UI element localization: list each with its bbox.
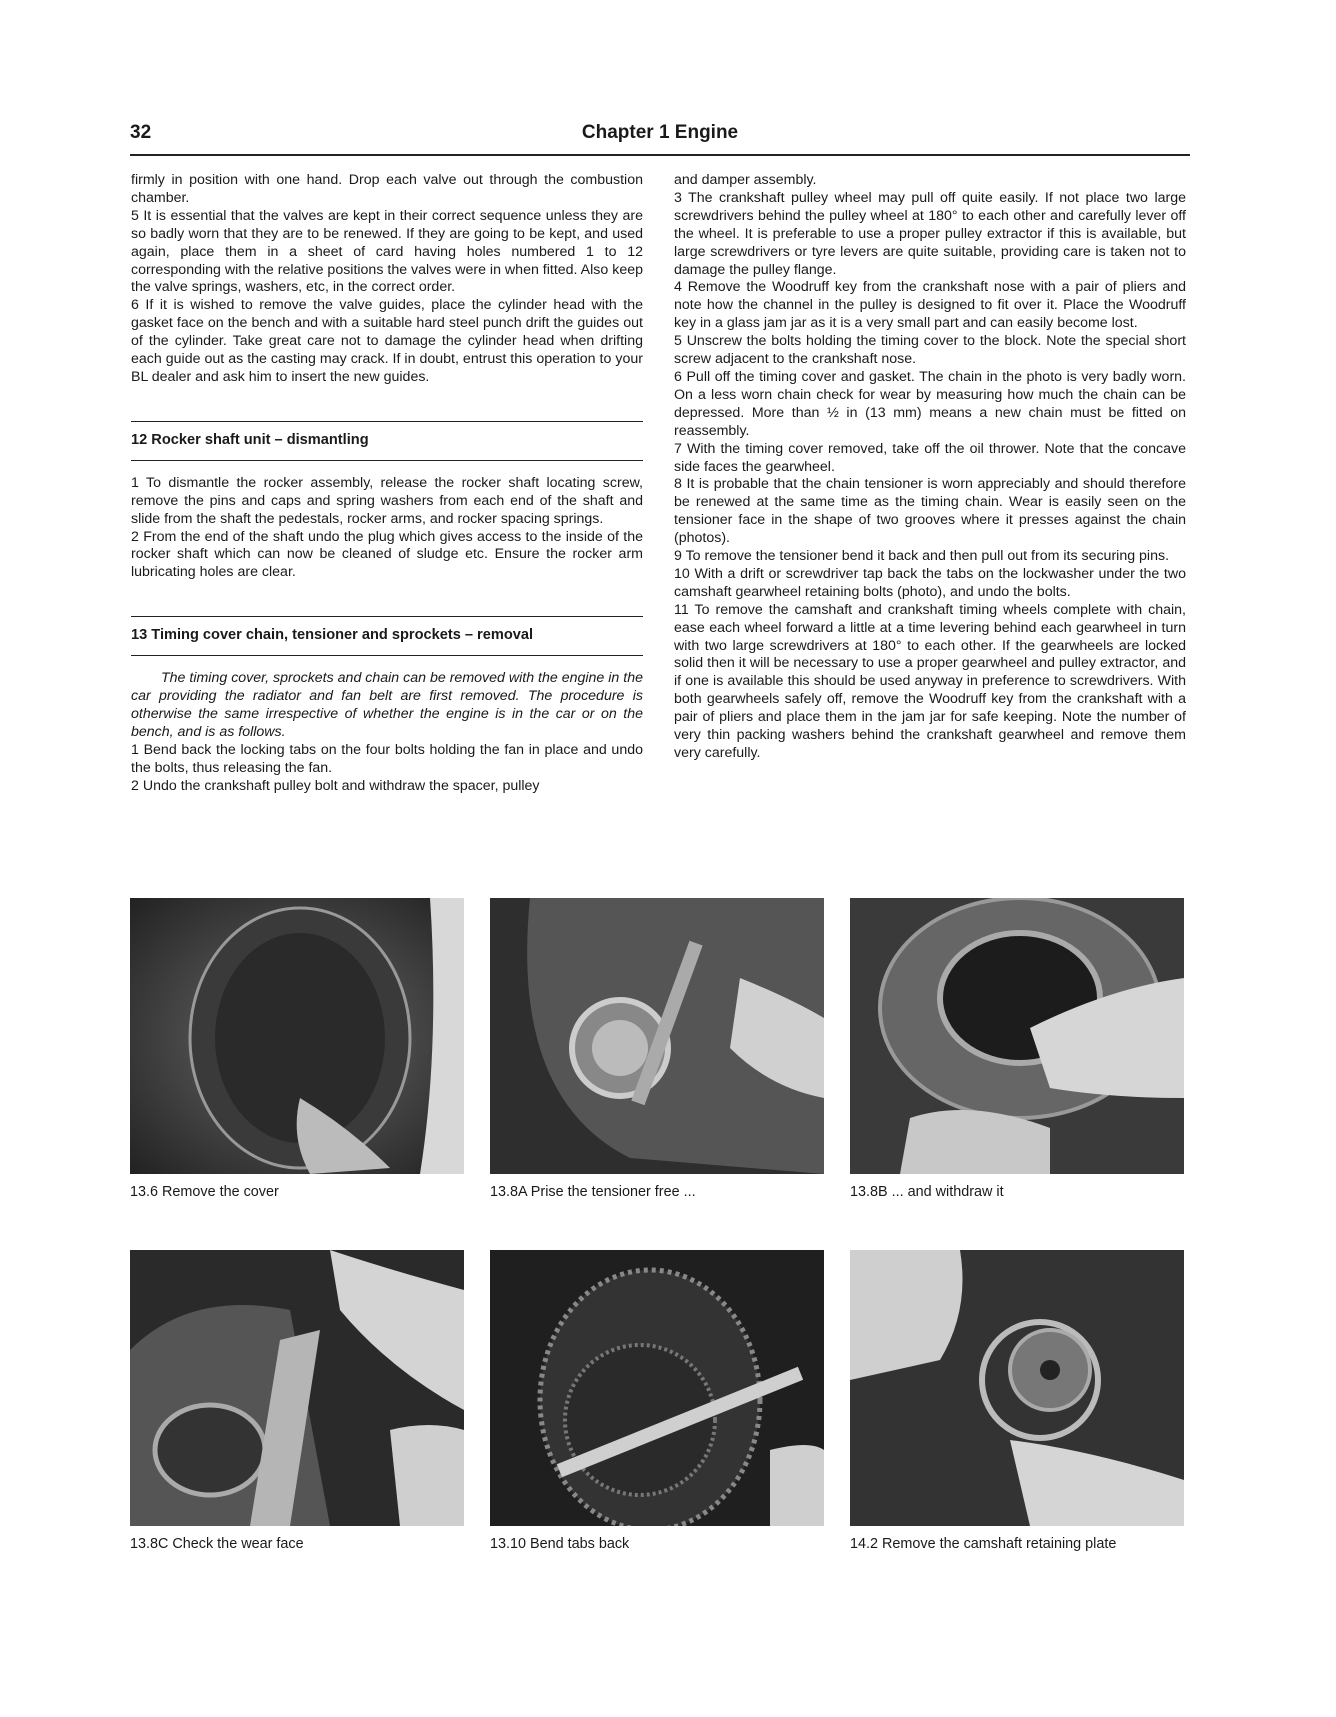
photo-caption: 14.2 Remove the camshaft retaining plate: [850, 1536, 1117, 1552]
paragraph: 2 From the end of the shaft undo the plug which gives access to the inside of the rocker shaft which can now be cleaned of sludge etc. Ensure the rocker arm lubricating holes are clear.: [131, 528, 643, 581]
photo-caption: 13.10 Bend tabs back: [490, 1536, 630, 1552]
intro-paragraph: The timing cover, sprockets and chain can be removed with the engine in the car providing the radiator and fan belt are first removed. The procedure is otherwise the same irrespective of whether the engine is in the car or on the bench, and is as follows.: [131, 670, 643, 740]
paragraph: 11 To remove the camshaft and crankshaft timing wheels complete with chain, ease each wheel forward a little at a time levering behind each gearwheel in turn with two large screwdrivers at 180° to each other. If the gearwheels are locked solid then it will be necessary to use a proper gearwheel and pulley extractor, and if one is available this should be used anyway in preference to screwdrivers. With both gearwheels safely off, remove the Woodruff key from the crankshaft with a pair of pliers and place them in the jam jar for safe keeping. Note the number of very thin packing washers behind the crankshaft gearwheel and remove them very carefully.: [674, 601, 1186, 761]
photo-remove-cover: [130, 898, 464, 1174]
paragraph: firmly in position with one hand. Drop each valve out through the combustion chamber.: [131, 172, 643, 206]
paragraph: 1 To dismantle the rocker assembly, release the rocker shaft locating screw, remove the pins and caps and spring washers from each end of the shaft and slide from the shaft the pedestals, rocker arms, and rocker spacing springs.: [131, 474, 643, 527]
page-number: 32: [130, 122, 152, 143]
paragraph: 6 Pull off the timing cover and gasket. The chain in the photo is very badly worn. On a less worn chain check for wear by measuring how much the chain can be depressed. More than ½ in (13 mm) means a new chain must be fitted on reassembly.: [674, 368, 1186, 439]
page-header: [130, 118, 1190, 156]
section-heading-13: 13 Timing cover chain, tensioner and sprockets – removal: [131, 616, 643, 656]
paragraph: 1 Bend back the locking tabs on the four bolts holding the fan in place and undo the bolts, thus releasing the fan.: [131, 741, 643, 776]
photo-caption: 13.8C Check the wear face: [130, 1536, 304, 1552]
paragraph: 7 With the timing cover removed, take off the oil thrower. Note that the concave side faces the gearwheel.: [674, 440, 1186, 475]
chapter-title: Chapter 1 Engine: [581, 122, 739, 143]
photo-check-wear-face: [130, 1250, 464, 1526]
paragraph: 4 Remove the Woodruff key from the crankshaft nose with a pair of pliers and note how the channel in the pulley is designed to fit over it. Place the Woodruff key in a glass jam jar as it is a very small part and can easily become lost.: [674, 279, 1186, 332]
paragraph: 5 It is essential that the valves are kept in their correct sequence unless they are so badly worn that they are to be renewed. If they are going to be kept, and used again, place them in a sheet of card having holes numbered 1 to 12 corresponding with the relative positions the valves were in when fitted. Also keep the valve springs, washers, etc, in the correct order.: [131, 207, 643, 296]
photo-withdraw-tensioner: [850, 898, 1184, 1174]
paragraph: 5 Unscrew the bolts holding the timing cover to the block. Note the special short screw adjacent to the crankshaft nose.: [674, 333, 1186, 368]
photo-caption: 13.6 Remove the cover: [130, 1184, 279, 1200]
paragraph: 8 It is probable that the chain tensioner is worn appreciably and should therefore be renewed at the same time as the timing chain. Wear is easily seen on the tensioner face in the shape of two grooves where it presses against the chain (photos).: [674, 476, 1186, 547]
photo-prise-tensioner: [490, 898, 824, 1174]
paragraph: 6 If it is wished to remove the valve guides, place the cylinder head with the gasket face on the bench and with a suitable hard steel punch drift the guides out of the cylinder. Take great care not to damage the cylinder head when drifting each guide out as the casting may crack. If in doubt, entrust this operation to your BL dealer and ask him to insert the new guides.: [131, 297, 643, 385]
paragraph: 3 The crankshaft pulley wheel may pull off quite easily. If not place two large screwdrivers behind the pulley wheel at 180° to each other and carefully lever off the wheel. It is preferable to use a proper pulley extractor if this is available, but large screwdrivers or tyre levers are quite suitable, providing care is taken not to damage the pulley flange.: [674, 189, 1186, 278]
photo-bend-tabs: [490, 1250, 824, 1526]
paragraph: and damper assembly.: [674, 172, 817, 188]
paragraph: 2 Undo the crankshaft pulley bolt and withdraw the spacer, pulley: [131, 777, 540, 794]
photo-caption: 13.8B ... and withdraw it: [850, 1184, 1004, 1200]
photo-camshaft-retaining-plate: [850, 1250, 1184, 1526]
section-heading-12: 12 Rocker shaft unit – dismantling: [131, 421, 643, 461]
left-column: [131, 172, 643, 795]
right-column: [674, 172, 1186, 763]
photo-caption: 13.8A Prise the tensioner free ...: [490, 1184, 696, 1200]
paragraph: 9 To remove the tensioner bend it back and then pull out from its securing pins.: [674, 548, 1170, 565]
paragraph: 10 With a drift or screwdriver tap back the tabs on the lockwasher under the two camshaft gearwheel retaining bolts (photo), and undo the bolts.: [674, 565, 1186, 600]
